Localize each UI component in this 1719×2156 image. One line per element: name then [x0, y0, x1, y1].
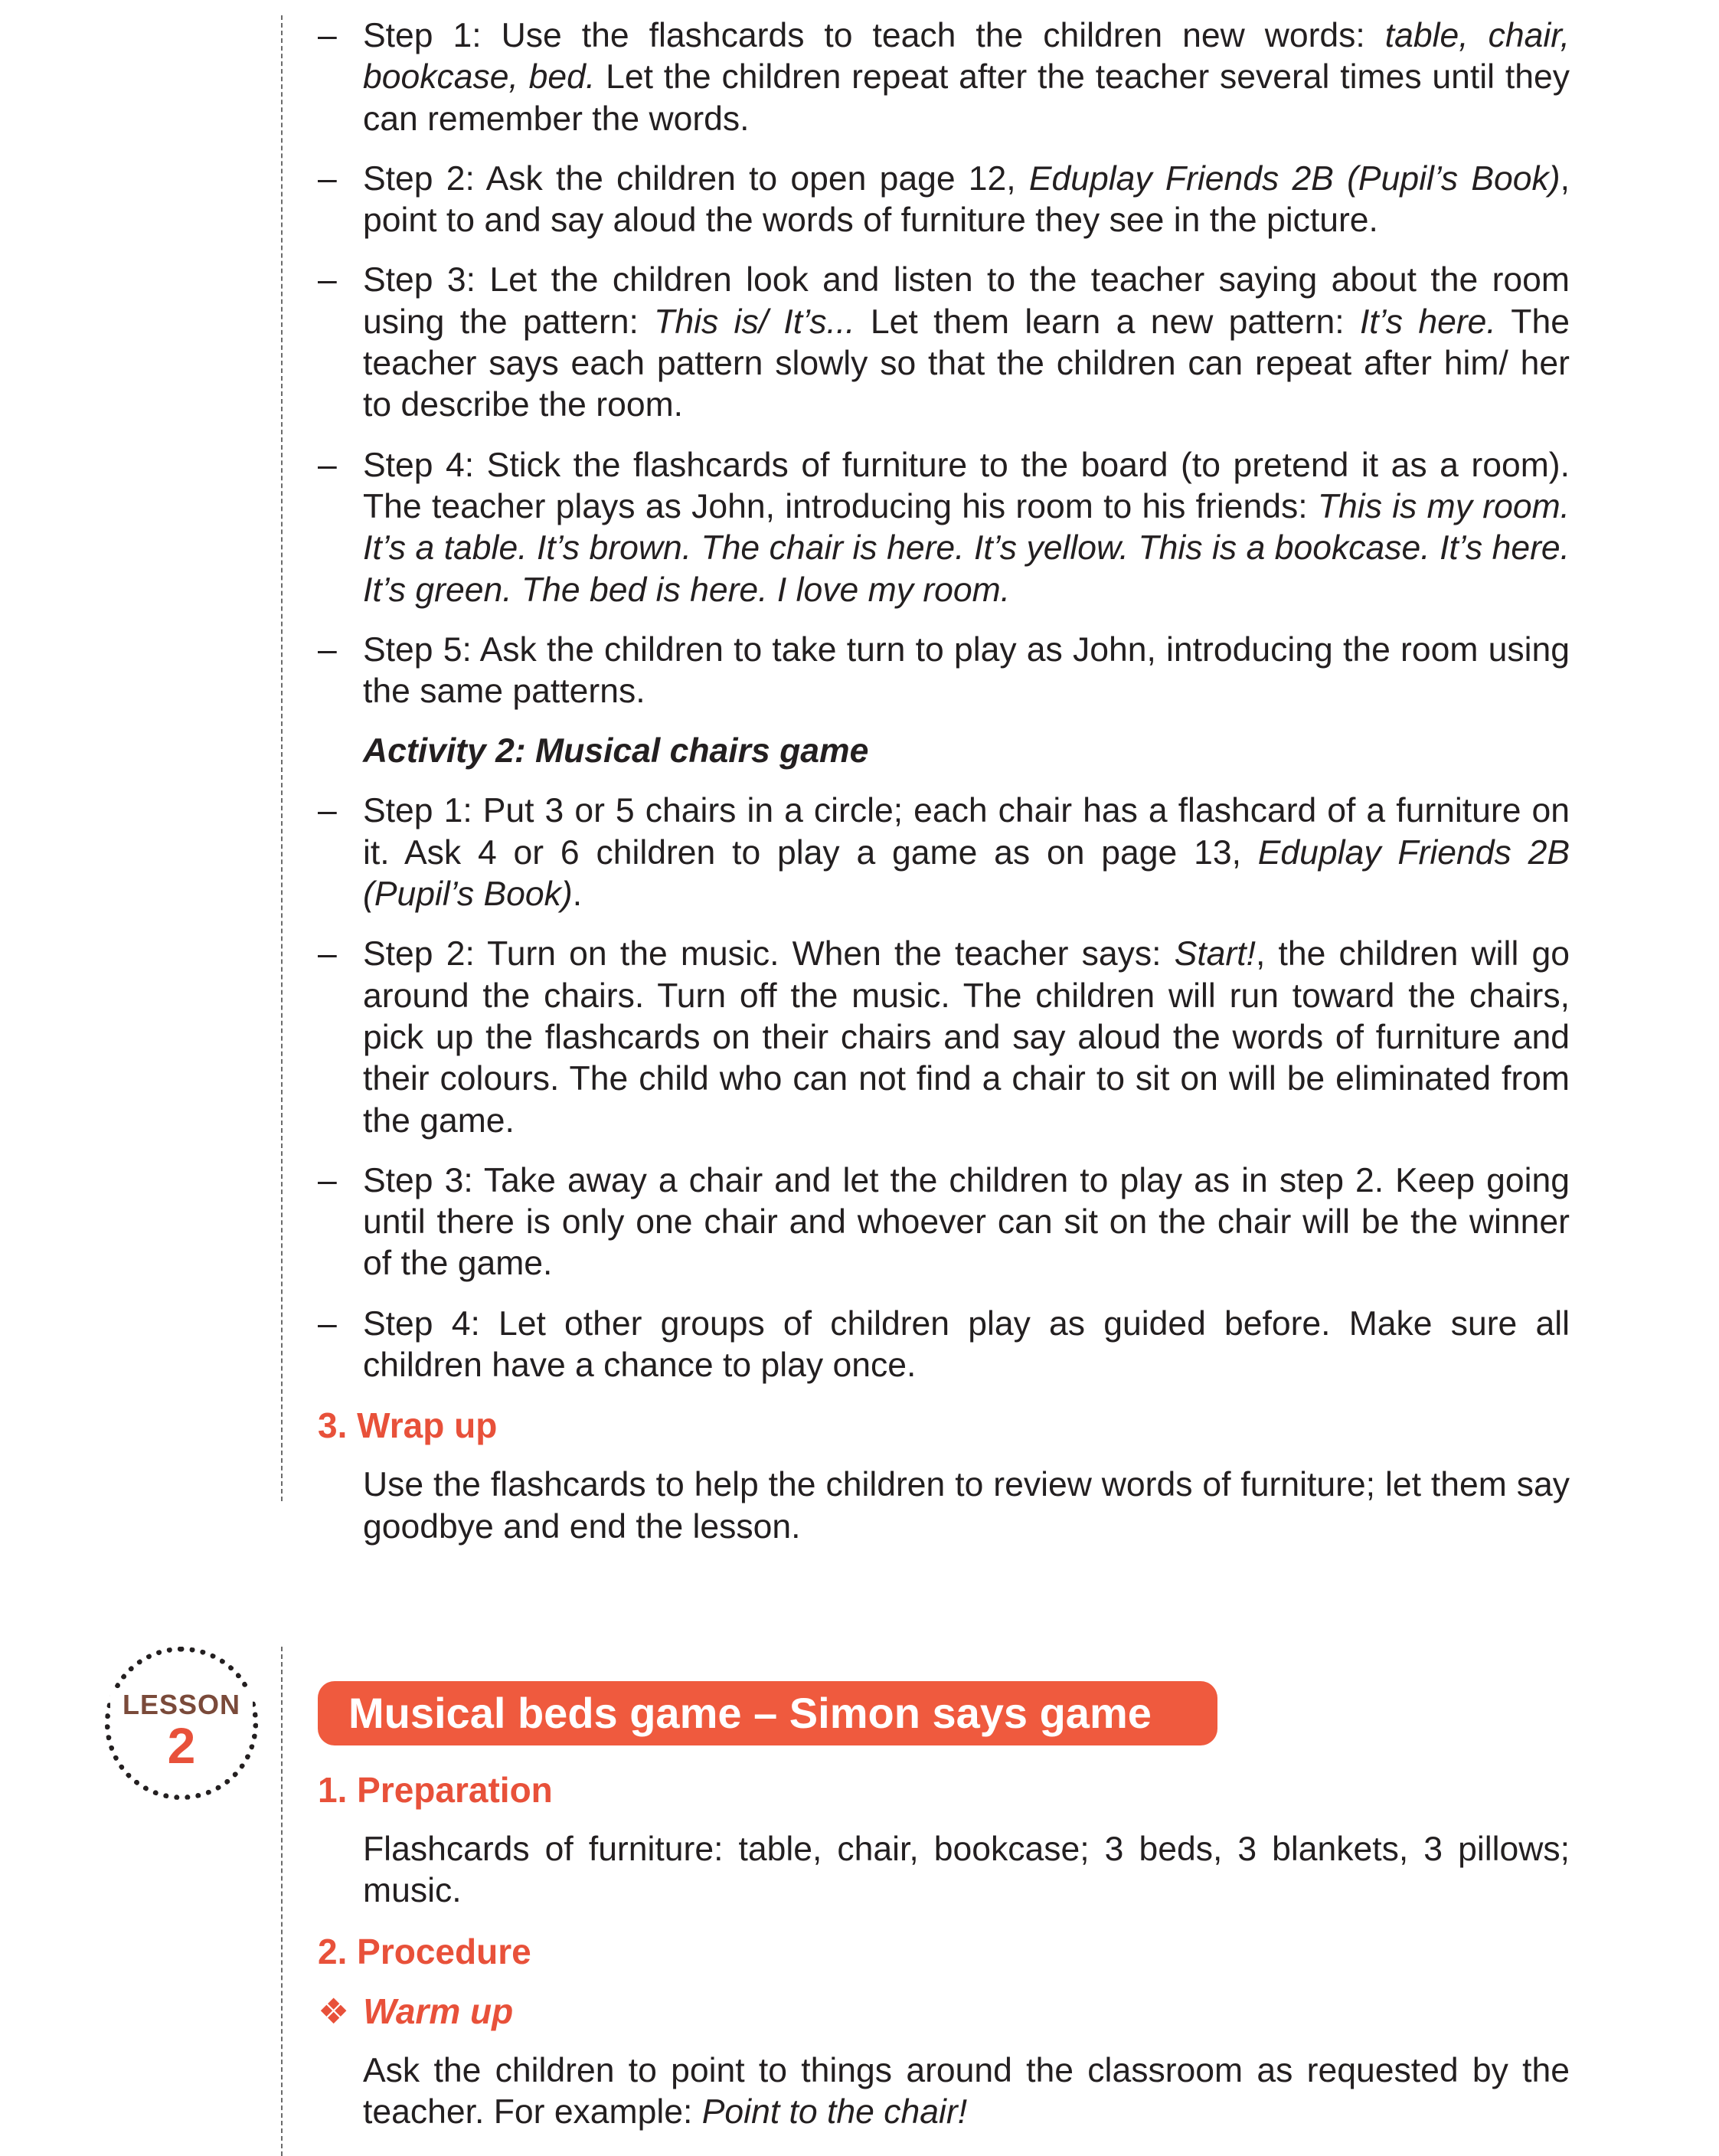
text-run: Step 4: Stick the flashcards of furniture to the board (to pretend it as a room). The teacher plays as John, introducing his room to his friends: — [363, 446, 1570, 525]
text-run: Step 2: Ask the children to open page 12, — [363, 159, 1029, 198]
margin-dotted-rule-top — [281, 15, 283, 1501]
text-run: Let them learn a new pattern: — [855, 303, 1360, 341]
list-item: – Step 3: Let the children look and listen to the teacher saying about the room using the pattern: This is/ It’s... Let them learn a new pattern: It’s here. The teacher says each pattern slowly so that the children can repeat after him/ her to describe the room. — [318, 261, 1570, 424]
wrap-up-heading: 3. Wrap up — [318, 1405, 498, 1446]
activity1-steps — [318, 15, 1570, 712]
warm-up-label: Warm up — [363, 1991, 514, 2031]
list-item: – Step 2: Ask the children to open page 12, Eduplay Friends 2B (Pupil’s Book), point to and say aloud the words of furniture they see in the picture. — [318, 159, 1570, 240]
lesson-title: Musical beds game – Simon says game — [318, 1681, 1217, 1745]
activity2-heading: Activity 2: Musical chairs game — [363, 732, 869, 770]
text-run: Step 4: Let other groups of children play as guided before. Make sure all children have a chance to play once. — [363, 1304, 1570, 1385]
warm-up-heading — [318, 1991, 1570, 2032]
lesson-number: 2 — [167, 1717, 196, 1774]
italic-text: Start! — [1174, 935, 1256, 973]
text-run: Step 3: Let the children look and listen to the teacher saying about the room using the pattern: — [363, 261, 1570, 341]
text-run: , the children will go around the chairs. Turn off the music. The children will run toward the chairs, pick up the flashcards on their chairs and say aloud the words of furniture and their colours. The child who can not find a chair to sit on will be eliminated from the game. — [363, 935, 1570, 1140]
italic-text: It’s here. — [1359, 303, 1496, 341]
italic-text: Eduplay Friends 2B (Pupil’s Book) — [1028, 159, 1560, 198]
text-run: Step 5: Ask the children to take turn to play as John, introducing the room using the same patterns. — [363, 630, 1570, 711]
italic-text: Point to the chair! — [701, 2092, 968, 2131]
procedure-heading: 2. Procedure — [318, 1931, 531, 1971]
text-run: Step 2: Turn on the music. When the teacher says: — [363, 935, 1175, 973]
text-run: The teacher says each pattern slowly so that the children can repeat after him/ her to describe the room. — [363, 303, 1570, 424]
list-item: – Step 4: Stick the flashcards of furniture to the board (to pretend it as a room). The teacher plays as John, introducing his room to his friends: This is my room. It’s a table. It’s brown. The chair is here. It’s yellow. This is a bookcase. It’s here. It’s green. The bed is here. I love my room. — [318, 446, 1570, 609]
preparation-text: Flashcards of furniture: table, chair, bookcase; 3 beds, 3 blankets, 3 pillows; music. — [363, 1830, 1570, 1910]
italic-text: table, chair, bookcase, bed. — [363, 17, 1570, 97]
text-run: Ask the children to point to things around the classroom as requested by the teacher. For example: — [363, 2051, 1570, 2131]
italic-text: This is my room. It’s a table. It’s brown. The chair is here. It’s yellow. This is a bookcase. It’s here. It’s green. The bed is here. I love my room. — [363, 487, 1570, 609]
lesson-word: LESSON — [110, 1689, 253, 1721]
lesson2-body — [318, 1769, 1570, 2151]
text-run: Step 1: Use the flashcards to teach the children new words: — [363, 17, 1385, 54]
list-item: – Step 4: Let other groups of children play as guided before. Make sure all children have a chance to play once. — [318, 1304, 1570, 1385]
diamond-bullet-icon: ❖ — [318, 1991, 350, 2031]
text-run: . — [572, 875, 583, 914]
lesson1-continued — [318, 15, 1570, 1566]
italic-text: This is/ It’s... — [654, 303, 855, 341]
text-run: Step 1: Put 3 or 5 chairs in a circle; each chair has a flashcard of a furniture on it. Ask 4 or 6 children to play a game as on page 13, — [363, 792, 1570, 872]
list-item: – Step 1: Use the flashcards to teach the children new words: table, chair, bookcase, bed. Let the children repeat after the teacher several times until they can remember the words. — [318, 17, 1570, 138]
lesson-badge — [105, 1647, 258, 1800]
warm-up-text — [318, 2050, 1570, 2134]
list-item: – Step 1: Put 3 or 5 chairs in a circle; each chair has a flashcard of a furniture on it. Ask 4 or 6 children to play a game as on page 13, Eduplay Friends 2B (Pupil’s Book). — [318, 792, 1570, 914]
preparation-heading: 1. Preparation — [318, 1770, 553, 1810]
list-item: – Step 3: Take away a chair and let the children to play as in step 2. Keep going until there is only one chair and whoever can sit on the chair will be the winner of the game. — [318, 1161, 1570, 1283]
list-item: – Step 5: Ask the children to take turn to play as John, introducing the room using the same patterns. — [318, 630, 1570, 711]
margin-dotted-rule-bottom — [281, 1647, 283, 2156]
italic-text: Eduplay Friends 2B (Pupil’s Book) — [363, 833, 1570, 914]
activity2-steps — [318, 790, 1570, 1386]
text-run: Let the children repeat after the teacher several times until they can remember the words. — [363, 58, 1570, 138]
wrap-up-text: Use the flashcards to help the children to review words of furniture; let them say goodbye and end the lesson. — [363, 1466, 1570, 1546]
text-run: , point to and say aloud the words of furniture they see in the picture. — [363, 159, 1570, 240]
text-run: Step 3: Take away a chair and let the children to play as in step 2. Keep going until there is only one chair and whoever can sit on the chair will be the winner of the game. — [363, 1161, 1570, 1283]
list-item: – Step 2: Turn on the music. When the teacher says: Start!, the children will go around the chairs. Turn off the music. The children will run toward the chairs, pick up the flashcards on their chairs and say aloud the words of furniture and their colours. The child who can not find a chair to sit on will be eliminated from the game. — [318, 935, 1570, 1140]
